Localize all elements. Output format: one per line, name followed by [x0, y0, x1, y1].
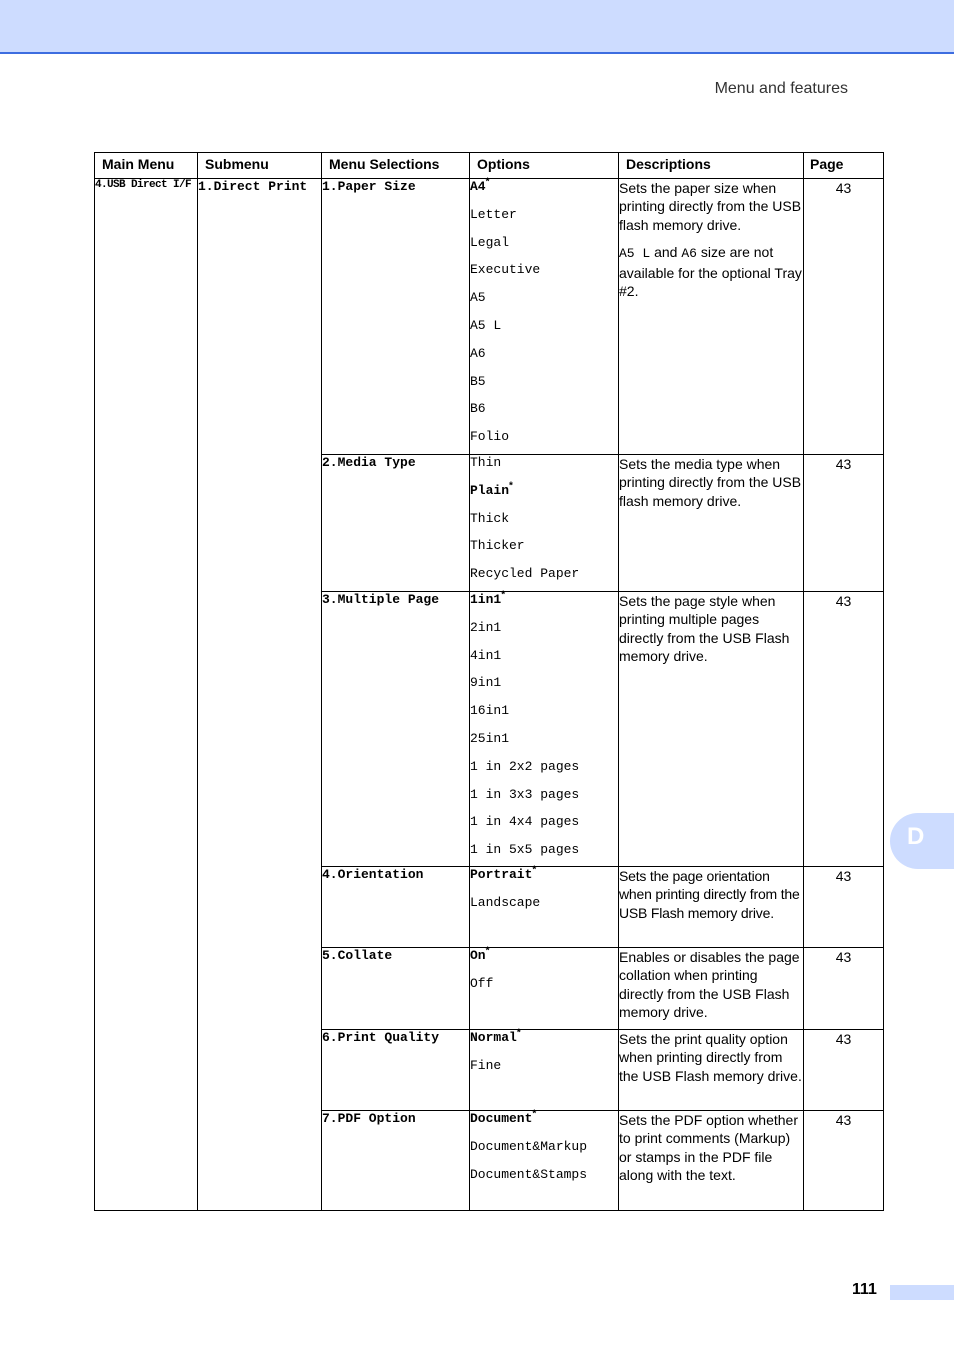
option: 1 in 3x3 pages	[470, 786, 580, 802]
options-cell	[470, 1108, 619, 1211]
header-submenu: Submenu	[198, 153, 322, 179]
option: A5 L	[470, 317, 502, 333]
option: Off	[470, 975, 494, 991]
option-default: Plain*	[470, 480, 513, 498]
option: 2in1	[470, 619, 502, 635]
section-title: Menu and features	[714, 80, 848, 97]
selection-orientation: 4.Orientation	[322, 867, 470, 948]
page-ref: 43	[804, 455, 884, 592]
description-text: Sets the paper size when printing directly from the USB flash memory drive.	[619, 180, 802, 233]
option: 4in1	[470, 647, 502, 663]
option: Folio	[470, 429, 510, 445]
option: A6	[470, 345, 486, 361]
option: B5	[470, 373, 486, 389]
options-cell	[470, 589, 619, 867]
selection-pdf-option: 7.PDF Option	[322, 1111, 470, 1211]
option: Thick	[470, 510, 510, 526]
menu-table	[94, 152, 884, 1211]
page-ref: 43	[804, 1030, 884, 1111]
option: 16in1	[470, 703, 510, 719]
option: Executive	[470, 262, 541, 278]
option: 1 in 2x2 pages	[470, 758, 580, 774]
option: Legal	[470, 234, 510, 250]
description-cell: Enables or disables the page collation when printing directly from the USB Flash memory drive.	[619, 948, 804, 1030]
option-default: Portrait*	[470, 864, 537, 882]
chapter-tab	[890, 813, 954, 869]
selection-print-quality: 6.Print Quality	[322, 1030, 470, 1111]
header-menu-selections: Menu Selections	[322, 153, 470, 179]
header-descriptions: Descriptions	[619, 153, 804, 179]
option: Document&Markup	[470, 1138, 588, 1154]
footer-band	[890, 1285, 954, 1300]
option-default: 1in1*	[470, 589, 506, 607]
option: 1 in 4x4 pages	[470, 814, 580, 830]
page-ref: 43	[804, 1111, 884, 1211]
description-cell: Sets the page style when printing multiple pages directly from the USB Flash memory drive.	[619, 592, 804, 867]
header-band	[0, 0, 954, 54]
option: Thicker	[470, 538, 525, 554]
main-menu-cell: 4.USB Direct I/F	[95, 179, 198, 1211]
option: A5	[470, 290, 486, 306]
page-ref: 43	[804, 592, 884, 867]
option-default: On*	[470, 945, 490, 963]
description-note: A5 L and A6 size are not available for the optional Tray #2.	[619, 244, 802, 300]
option: Thin	[470, 455, 502, 470]
option: Document&Stamps	[470, 1166, 588, 1182]
option: Fine	[470, 1057, 502, 1073]
option: Landscape	[470, 894, 541, 910]
option-default: A4*	[470, 176, 490, 194]
table-row	[95, 179, 884, 455]
option: B6	[470, 401, 486, 417]
selection-paper-size: 1.Paper Size	[322, 179, 470, 455]
table-header-row	[95, 153, 884, 179]
description-cell: Sets the page orientation when printing directly from the USB Flash memory drive.	[619, 867, 804, 948]
selection-media-type: 2.Media Type	[322, 455, 470, 592]
selection-collate: 5.Collate	[322, 948, 470, 1030]
option: 1 in 5x5 pages	[470, 842, 580, 858]
description-cell: Sets the media type when printing directly from the USB flash memory drive.	[619, 455, 804, 592]
option-default: Normal*	[470, 1027, 521, 1045]
page-ref: 43	[804, 179, 884, 455]
options-cell	[470, 945, 619, 1030]
selection-multiple-page: 3.Multiple Page	[322, 592, 470, 867]
description-cell	[619, 179, 804, 455]
header-main-menu: Main Menu	[95, 153, 198, 179]
options-cell	[470, 455, 619, 592]
option: 25in1	[470, 730, 510, 746]
option-default: Document*	[470, 1108, 537, 1126]
page-ref: 43	[804, 867, 884, 948]
header-page: Page	[804, 153, 884, 179]
option: Recycled Paper	[470, 566, 580, 582]
header-options: Options	[470, 153, 619, 179]
description-cell: Sets the print quality option when printing directly from the USB Flash memory drive.	[619, 1030, 804, 1111]
chapter-letter: D	[907, 823, 925, 850]
option: Letter	[470, 206, 517, 222]
options-cell	[470, 1027, 619, 1111]
page-number: 111	[852, 1281, 877, 1298]
options-cell	[470, 864, 619, 948]
page-ref: 43	[804, 948, 884, 1030]
description-cell: Sets the PDF option whether to print comments (Markup) or stamps in the PDF file along with the text.	[619, 1111, 804, 1211]
options-cell	[470, 176, 619, 455]
option: 9in1	[470, 675, 502, 691]
submenu-cell: 1.Direct Print	[198, 179, 322, 1211]
